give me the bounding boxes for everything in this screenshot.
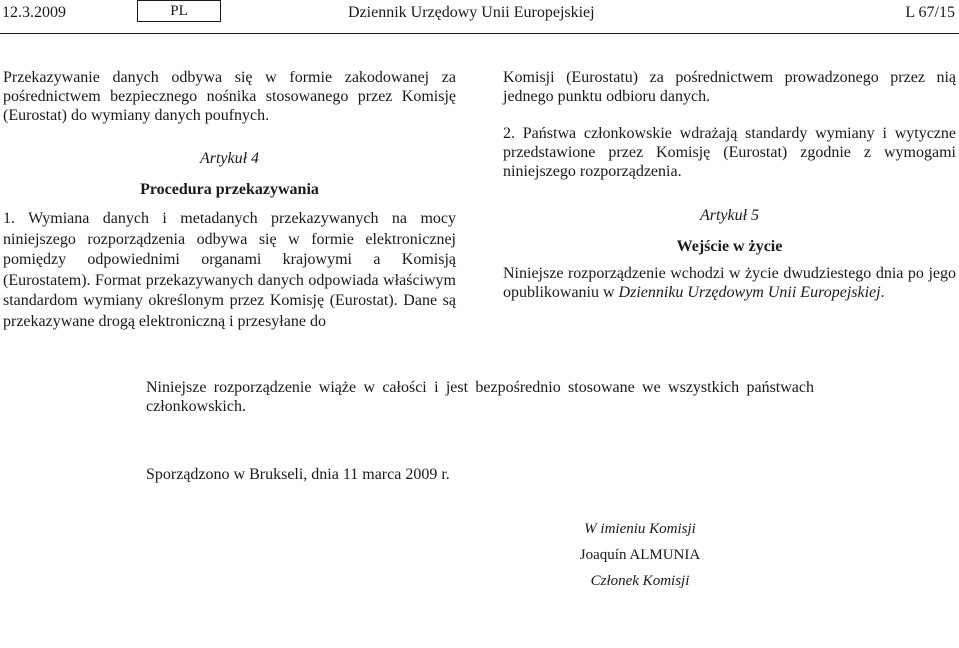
signature-role: Członek Komisji xyxy=(590,573,690,589)
binding-statement: Niniejsze rozporządzenie wiąże w całości i jest bezpośrednio stosowane we wszystkich państwach członkowskich. xyxy=(146,379,814,415)
header-rule xyxy=(0,33,959,34)
entry-text-journal: Dzienniku Urzędowym Unii Europejskiej xyxy=(618,284,881,301)
article-4-paragraph-2: 2. Państwa członkowskie wdrażają standardy wymiany i wytyczne przedstawione przez Komisję (Eurostat) zgodnie z wymogami niniejszego rozporządzenia. xyxy=(503,125,956,180)
entry-text-start: Niniejsze rozporządzenie wchodzi w życie dwudziestego dnia po jego opublikowaniu w xyxy=(503,265,956,301)
article-4-paragraph-1: 1. Wymiana danych i metadanych przekazywanych na mocy niniejszego rozporządzenia odbywa się w formie elektronicznej pomiędzy odpowiednimi organami krajowymi a Komisją (Eurostatem). Format przekazywanych danych odpowiada właściwym standardom wymiany określonym przez Komisję (Eurostat). Dane są przekazywane drogą elektroniczną i przesyłane do xyxy=(3,210,456,330)
article-5-number: Artykuł 5 xyxy=(699,207,760,224)
article-4-title: Procedura przekazywania xyxy=(140,181,319,198)
signature-on-behalf: W imieniu Komisji xyxy=(584,521,696,537)
entry-text-end: . xyxy=(880,284,885,301)
article-4-number: Artykuł 4 xyxy=(199,150,260,167)
right-column xyxy=(503,68,956,302)
header-journal-title: Dziennik Urzędowy Unii Europejskiej xyxy=(348,4,595,21)
done-at-statement: Sporządzono w Brukseli, dnia 11 marca 2009 r. xyxy=(146,466,450,483)
header-date: 12.3.2009 xyxy=(2,4,66,21)
left-column xyxy=(3,68,456,332)
journal-header xyxy=(0,0,959,30)
signature-name: Joaquín ALMUNIA xyxy=(579,547,701,563)
intro-paragraph: Przekazywanie danych odbywa się w formie zakodowanej za pośrednictwem bezpiecznego nośnika stosowanego przez Komisję (Eurostat) do wymiany danych poufnych. xyxy=(3,69,456,124)
header-page-number: L 67/15 xyxy=(905,4,955,21)
header-language-box: PL xyxy=(137,0,221,22)
article-4-continuation: Komisji (Eurostatu) za pośrednictwem prowadzonego przez nią jednego punktu odbioru danych. xyxy=(503,69,956,105)
article-5-title: Wejście w życie xyxy=(676,238,783,255)
article-5-paragraph xyxy=(503,264,956,302)
